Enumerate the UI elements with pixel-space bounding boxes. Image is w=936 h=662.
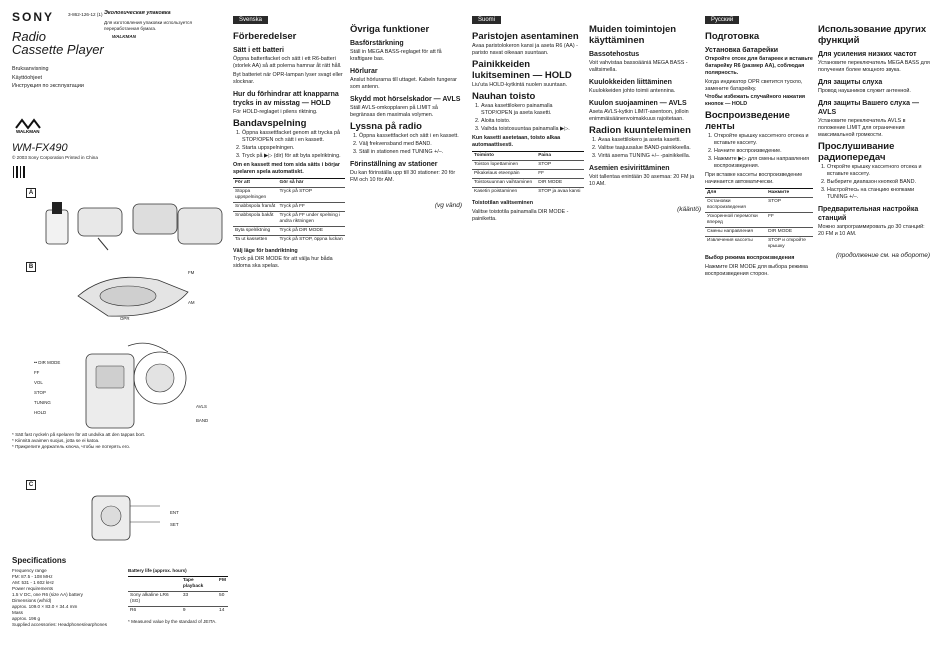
ru-step: 2. Начните воспроизведение. <box>714 148 813 155</box>
figure-c-tuner-illustration <box>78 488 168 544</box>
sv-ops-cell: Byta spelriktning <box>233 226 278 235</box>
figure-note-2: * Kiinnitä avaimen suojus, jotta se ei katoa. <box>12 438 100 443</box>
fi-operations-table <box>472 151 584 196</box>
sv-ops-cell: Tryck på STOP, öppna luckan <box>278 235 345 244</box>
figure-b-callout-1: FM <box>188 270 195 275</box>
finnish-column-2 <box>589 8 701 658</box>
battery-life-table <box>128 576 228 615</box>
figure-b-callout-2: AM <box>188 300 195 305</box>
callout-tuning: TUNING <box>34 400 51 405</box>
fi-sub-bass: Bassotehostus <box>589 51 640 58</box>
language-3: Инструкция по эксплуатации <box>12 83 84 89</box>
ru-heading-preparation: Подготовка <box>705 31 760 42</box>
figure-c-callout-1: ENT <box>170 510 179 515</box>
fi-step: 3. Viritä asema TUNING +/– -painikkeilla. <box>598 153 701 160</box>
sv-sub-bass: Basförstärkning <box>350 40 404 47</box>
spec-line: Frequency range <box>12 568 47 573</box>
product-title-line1: Radio <box>12 29 46 44</box>
ru-text: Чтобы избежать случайного нажатия кнопок — HOLD <box>705 94 806 107</box>
ru-heading-other-functions: Использование других функций <box>818 24 927 46</box>
sv-heading-radio: Lyssna på radio <box>350 121 422 132</box>
callout-right-1: AVLS <box>196 404 207 409</box>
fi-ops-cell: DIR MODE <box>536 179 584 188</box>
language-1: Bruksanvisning <box>12 66 49 72</box>
battery-cell: R6 <box>128 607 181 616</box>
ru-text: Установите переключатель AVLS в положение LIMIT для ограничения максимальной громкости. <box>818 118 906 138</box>
specifications-body <box>12 568 122 628</box>
spec-line: AM: 531 - 1 602 kHz <box>12 580 54 585</box>
ru-text: Можно запрограммировать до 30 станций: 20 FM и 10 AM. <box>818 224 925 237</box>
sv-sub-preset: Förinställning av stationer <box>350 161 438 168</box>
figure-notes <box>12 432 222 450</box>
sv-text: Byt batteriet när OPR-lampan lyser svagt eller slocknar. <box>233 71 343 85</box>
fi-step: 1. Avaa kasettilokero painamalla STOP/OPEN ja aseta kasetti. <box>481 103 584 117</box>
fi-heading-batteries: Paristojen asentaminen <box>472 31 579 42</box>
swedish-column-1 <box>233 8 345 658</box>
fi-step: 3. Vaihda toistosuuntaa painamalla ▶▷. <box>481 126 584 133</box>
figure-b-cassette-illustration <box>68 266 208 326</box>
sv-heading-other-functions: Övriga funktioner <box>350 24 430 35</box>
sv-sub-batteries: Sätt i ett batteri <box>233 47 284 54</box>
copyright-line: © 2003 Sony Corporation Printed in China <box>12 155 98 160</box>
fi-radio-steps <box>589 137 701 160</box>
ru-operations-table <box>705 188 813 251</box>
cover-column <box>8 8 228 658</box>
sv-text: Du kan förinställa upp till 30 stationer: 20 för FM och 10 för AM. <box>350 170 456 183</box>
walkman-logo-small: WALKMAN <box>112 34 136 39</box>
figure-c-label: C <box>26 480 36 490</box>
finnish-column-1 <box>472 8 584 658</box>
sv-ops-cell: Stoppa uppspelningen <box>233 187 278 202</box>
russian-column-2 <box>818 8 930 658</box>
battery-cell: Sony alkaline LR6 (SG) <box>128 592 181 607</box>
ru-continued-label: (продолжение см. на обороте) <box>835 252 930 259</box>
part-number: 3-862-126-12 (1) <box>68 12 103 17</box>
sv-continued-label: (vg vänd) <box>434 202 462 209</box>
fi-text: Toistotilan valitseminen <box>472 200 534 206</box>
fi-text: Kun kasetti asetetaan, toisto alkaa automaattisesti. <box>472 135 561 148</box>
battery-head: FM <box>217 577 228 592</box>
spec-line: Power requirements <box>12 586 54 591</box>
ru-ops-cell: Остановки воспроизведения <box>705 198 766 213</box>
ru-step: 3. Настройтесь на станцию кнопками TUNING +/–. <box>827 187 930 201</box>
ru-text: Нажмите DIR MODE для выбора режима воспроизведения сторон. <box>705 263 808 277</box>
ru-play-steps <box>705 133 813 170</box>
spec-line: approx. 109.0 × 83.0 × 34.4 mm <box>12 604 78 609</box>
ru-sub-bass: Для усиления низких частот <box>818 51 917 58</box>
ru-ops-cell: DIR MODE <box>766 228 813 237</box>
figure-note-3: * Прикрепите держатель ключа, чтобы не потерять его. <box>12 444 131 449</box>
barcode-icon <box>12 166 32 178</box>
figure-b-callout-3: OPR <box>120 316 130 321</box>
ru-ops-cell: FF <box>766 213 813 228</box>
fi-heading-hold: Painikkeiden lukitseminen — HOLD <box>472 59 572 81</box>
fi-text: Voit tallentaa enintään 30 asemaa: 20 FM ja 10 AM. <box>589 174 695 187</box>
ru-ops-cell: Ускоренной перемотки вперед <box>705 213 766 228</box>
spec-line: 1.5 V DC, one R6 (size AA) battery <box>12 592 83 597</box>
callout-right-2: BAND <box>196 418 209 423</box>
player-callouts-left <box>34 360 60 415</box>
sv-text: Om en kassett med tom sida sätts i börjar spelaren spela automatiskt. <box>233 161 340 175</box>
fi-ops-cell: Pikakelaus eteenpäin <box>472 170 536 179</box>
fi-text: Liu'uta HOLD-kytkintä nuolen suuntaan. <box>472 82 568 88</box>
fi-sub-preset: Asemien esivirittäminen <box>589 165 670 172</box>
sv-ops-cell: Ta ut kassetten <box>233 235 278 244</box>
ru-heading-radio: Прослушивание радиопередач <box>818 141 895 163</box>
ru-ops-head: Для <box>705 189 766 198</box>
ru-text: Установите переключатель MEGA BASS для получения более мощного звука. <box>818 60 930 73</box>
battery-head: Tape playback <box>181 577 217 592</box>
language-list <box>12 66 84 92</box>
sv-ops-cell: Tryck på STOP <box>278 187 345 202</box>
fi-ops-cell: Kasetin poistaminen <box>472 188 536 197</box>
battery-cell: 50 <box>217 592 228 607</box>
ru-text: При вставке кассеты воспроизведение начинается автоматически. <box>705 172 803 185</box>
fi-text: Avaa paristolokeron kansi ja aseta R6 (AA) -paristo navat oikeaan suuntaan. <box>472 43 578 56</box>
language-2: Käyttöohjeet <box>12 74 42 81</box>
callout-hold: HOLD <box>34 410 47 415</box>
fi-ops-head: Paina <box>536 152 584 161</box>
fi-play-steps <box>472 103 584 133</box>
spec-line: Dimensions (w/h/d) <box>12 598 52 603</box>
sv-radio-steps <box>350 133 462 156</box>
sv-sub-headphones: Hörlurar <box>350 68 378 75</box>
spec-line: Supplied accessories: Headphones/earphones <box>12 622 108 627</box>
sv-text: Välj läge för bandriktning <box>233 247 298 254</box>
sv-heading-tape-play: Bandavspelning <box>233 117 307 129</box>
spec-line: FM: 87.5 - 108 MHz <box>12 574 53 579</box>
callout-ff: FF <box>34 370 40 375</box>
ru-step: 1. Откройте крышку кассетного отсека и вставьте кассету. <box>827 164 930 178</box>
language-tab-finnish: Suomi <box>472 16 501 24</box>
sv-ops-cell: Tryck på FF under spelning i andra riktningen <box>278 211 345 226</box>
sv-ops-cell: Snabbspola bakåt <box>233 211 278 226</box>
fi-sub-headphones: Kuulokkeiden liittäminen <box>589 79 672 86</box>
sv-step: 2. Starta uppspelningen. <box>242 145 345 152</box>
fi-text: Aseta AVLS-kytkin LIMIT-asentoon, jolloin enimmäisäänenvoimakkuus rajoitetaan. <box>589 109 689 122</box>
ru-text: Откройте отсек для батареек и вставьте батарейку R6 (размер AA), соблюдая полярность. <box>705 56 813 76</box>
ru-sub-batteries: Установка батарейки <box>705 47 779 54</box>
fi-sub-avls: Kuulon suojaaminen — AVLS <box>589 100 687 107</box>
sv-text: Öppna batterifacket och sätt i ett R6-batteri (storlek AA) så att polerna hamnar åt rätt håll. <box>233 56 342 69</box>
battery-cell: 14 <box>217 607 228 616</box>
brand-logo: SONY <box>12 10 55 24</box>
sv-text: Anslut hörlurarna till uttaget. Kabeln fungerar som antenn. <box>350 77 457 90</box>
ru-sub-avls: Для защиты Вашего слуха — AVLS <box>818 100 919 116</box>
walkman-logo-icon <box>12 118 56 134</box>
figure-a-battery-illustration <box>38 194 228 258</box>
sv-step: 1. Öppna kassettfacket och sätt i en kassett. <box>359 133 462 140</box>
sv-text: För HOLD-reglaget i pilens riktning. <box>233 108 318 115</box>
fi-continued-label: (kääntö) <box>677 206 701 213</box>
sv-text: Tryck på DIR MODE för att välja hur båda sidorna ska spelas. <box>233 256 333 269</box>
fi-text: Valitse toistotila painamalla DIR MODE -painiketta. <box>472 208 569 222</box>
fi-ops-cell: Toistosuunnan vaihtaminen <box>472 179 536 188</box>
battery-life-block <box>128 568 228 625</box>
player-controls-illustration <box>68 338 198 438</box>
sv-text: Ställ AVLS-omkopplaren på LIMIT så begränsas den maximala volymen. <box>350 105 438 118</box>
sv-ops-cell: Tryck på DIR MODE <box>278 226 345 235</box>
sv-operations-table <box>233 178 345 244</box>
ru-step: 2. Выберите диапазон кнопкой BAND. <box>827 179 930 186</box>
language-tab-russian: Русский <box>705 16 739 24</box>
specifications-title: Specifications <box>12 556 67 565</box>
sv-step: 2. Välj frekvensband med BAND. <box>359 141 462 148</box>
sv-sub-hold: Hur du förhindrar att knapparna trycks in av misstag — HOLD <box>233 90 339 107</box>
product-title <box>12 30 104 56</box>
ru-text: Когда индикатор OPR светится тускло, замените батарейку. <box>705 78 803 92</box>
sv-step: 3. Tryck på ▶▷ (dir) för att byta spelriktning. <box>242 153 345 160</box>
sv-ops-cell: Tryck på FF <box>278 202 345 211</box>
fi-text: Kuulokkeiden johto toimii antennina. <box>589 88 676 94</box>
sv-play-steps <box>233 130 345 160</box>
sv-ops-head: För att <box>233 178 278 187</box>
ru-ops-cell: STOP <box>766 198 813 213</box>
walkman-logo-word: WALKMAN <box>16 129 40 134</box>
ru-ops-head: Нажмите <box>766 189 813 198</box>
fi-ops-head: Toiminto <box>472 152 536 161</box>
sv-ops-head: Gör så här <box>278 178 345 187</box>
ru-step: 1. Откройте крышку кассетного отсека и вставьте кассету. <box>714 133 813 147</box>
fi-ops-cell: STOP ja avaa kansi <box>536 188 584 197</box>
sv-ops-cell: Snabbspola framåt <box>233 202 278 211</box>
sv-step: 1. Öppna kassettfacket genom att trycka på STOP/OPEN och sätt i en kassett. <box>242 130 345 144</box>
product-title-line2: Cassette Player <box>12 42 104 57</box>
figure-note-1: * Sätt fast nyckeln på spelaren för att undvika att den tappas bort. <box>12 432 146 437</box>
fi-step: 2. Aloita toisto. <box>481 118 584 125</box>
ru-radio-steps <box>818 164 930 201</box>
battery-life-title: Battery life (approx. hours) <box>128 568 187 573</box>
sv-heading-preparations: Förberedelser <box>233 31 297 42</box>
eco-note-heading: Экологическая упаковка <box>104 10 171 16</box>
fi-heading-other-functions: Muiden toimintojen käyttäminen <box>589 24 677 46</box>
spec-line: approx. 196 g <box>12 616 41 621</box>
fi-ops-cell: Toiston lopettaminen <box>472 161 536 170</box>
ru-text: Выбор режима воспроизведения <box>705 255 795 261</box>
battery-cell: 33 <box>181 592 217 607</box>
battery-head <box>128 577 181 592</box>
fi-heading-radio: Radion kuunteleminen <box>589 125 691 136</box>
ru-sub-headphones: Для защиты слуха <box>818 79 883 86</box>
sv-step: 3. Ställ in stationen med TUNING +/–. <box>359 149 462 156</box>
figure-c-callout-2: SET <box>170 522 179 527</box>
figure-b-label: B <box>26 262 36 272</box>
spec-line: Mass <box>12 610 23 615</box>
callout-dir-mode: •• DIR MODE <box>34 360 61 365</box>
fi-ops-cell: FF <box>536 170 584 179</box>
fi-step: 2. Valitse taajuusalue BAND-painikkeella. <box>598 145 701 152</box>
russian-column-1 <box>705 8 813 658</box>
callout-stop: STOP <box>34 390 46 395</box>
ru-text: Провод наушников служит антенной. <box>818 88 911 94</box>
eco-note-text: Для изготовления упаковки используется переработанная бумага. <box>104 20 192 31</box>
ru-ops-cell: STOP и откройте крышку <box>766 237 813 252</box>
fi-heading-tape-play: Nauhan toisto <box>472 91 536 102</box>
fi-ops-cell: STOP <box>536 161 584 170</box>
ru-heading-tape-play: Воспроизведение ленты <box>705 110 790 132</box>
ru-sub-preset: Предварительная настройка станций <box>818 206 919 222</box>
figure-a-label: A <box>26 188 36 198</box>
ru-step: 3. Нажмите ▶▷ для смены направления воспроизведения. <box>714 156 813 170</box>
callout-vol: VOL <box>34 380 43 385</box>
swedish-column-2 <box>350 8 462 658</box>
model-number: WM-FX490 <box>12 142 68 154</box>
fi-step: 1. Avaa kasettilokero ja aseta kasetti. <box>598 137 701 144</box>
ru-ops-cell: Извлечения кассеты <box>705 237 766 252</box>
sv-text: Ställ in MEGA BASS-reglaget för att få kraftigare bas. <box>350 49 442 62</box>
sv-sub-avls: Skydd mot hörselskador — AVLS <box>350 96 461 103</box>
language-tab-swedish: Svenska <box>233 16 268 24</box>
fi-text: Voit vahvistaa bassoääniä MEGA BASS -valitsimella. <box>589 60 688 73</box>
ru-ops-cell: Смены направления <box>705 228 766 237</box>
battery-cell: 9 <box>181 607 217 616</box>
battery-note: * Measured value by the standard of JEITA. <box>128 619 217 624</box>
